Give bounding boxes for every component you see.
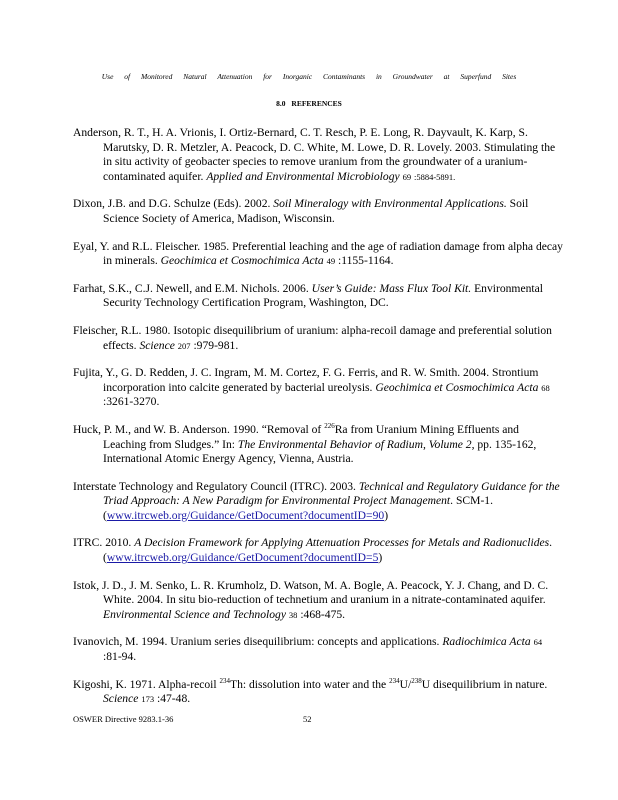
- reference-ivanovich: Ivanovich, M. 1994. Uranium series disequilibrium: concepts and applications. Radiochimica Acta 64 :81-94.: [73, 635, 543, 664]
- reference-anderson: Anderson, R. T., H. A. Vrionis, I. Ortiz-Bernard, C. T. Resch, P. E. Long, R. Dayvault, K. Karp, S. Marutsky, D. R. Metzler, A. Peacock, D. C. White, M. Lowe, D. R. Lovely. 2003. Stimulating the in situ activity of geobacter species to remove uranium from the groundwater of a uranium-contaminated aquifer. Applied and Environmental Microbiology 69 :5884-5891.: [73, 126, 556, 183]
- reference-fleischer: Fleischer, R.L. 1980. Isotopic disequilibrium of uranium: alpha-recoil damage and preferential solution effects. Science 207 :979-981.: [73, 323, 552, 352]
- reference-itrc-2003: Interstate Technology and Regulatory Council (ITRC). 2003. Technical and Regulatory Guidance for the Triad Approach: A New Paradigm for Environmental Project Management. SCM-1. (www.itrcweb.org/Guidance/GetDocument?documentID=90): [73, 479, 560, 522]
- section-heading: 8.0 REFERENCES: [276, 99, 342, 108]
- reference-dixon: Dixon, J.B. and D.G. Schulze (Eds). 2002. Soil Mineralogy with Environmental Applications. Soil Science Society of America, Madison, Wisconsin.: [73, 197, 529, 225]
- reference-eyal: Eyal, Y. and R.L. Fleischer. 1985. Preferential leaching and the age of radiation damage from alpha decay in minerals. Geochimica et Cosmochimica Acta 49 :1155-1164.: [73, 239, 563, 268]
- reference-huck: Huck, P. M., and W. B. Anderson. 1990. “Removal of $^{226}$Ra from Uranium Mining Effluents and Leaching from Sludges.” In: The Environmental Behavior of Radium, Volume 2, pp. 135-162, International Atomic Energy Agency, Vienna, Austria.: [73, 422, 537, 466]
- page-number: 52: [303, 714, 312, 724]
- itrc-2010-link[interactable]: www.itrcweb.org/Guidance/GetDocument?documentID=5: [106, 551, 379, 565]
- footer-directive: OSWER Directive 9283.1-36: [73, 714, 174, 724]
- reference-itrc-2010: ITRC. 2010. A Decision Framework for Applying Attenuation Processes for Metals and Radionuclides. (www.itrcweb.org/Guidance/GetDocument?documentID=5): [73, 536, 553, 565]
- itrc-2003-link[interactable]: www.itrcweb.org/Guidance/GetDocument?documentID=90: [106, 508, 385, 522]
- reference-fujita: Fujita, Y., G. D. Redden, J. C. Ingram, M. M. Cortez, F. G. Ferris, and R. W. Smith. 2004. Strontium incorporation into calcite generated by bacterial ureolysis. Geochimica et Cosmochimica Acta 68 :3261-3270.: [73, 366, 550, 409]
- reference-list: [73, 126, 563, 720]
- reference-istok: Istok, J. D., J. M. Senko, L. R. Krumholz, D. Watson, M. A. Bogle, A. Peacock, Y. J. Chang, and D. C. White. 2004. In situ bio-reduction of technetium and uranium in a nitrate-contaminated aquifer. Environmental Science and Technology 38 :468-475.: [73, 578, 549, 621]
- running-header: Use of Monitored Natural Attenuation for Inorganic Contaminants in Groundwater at Superfund Sites: [101, 72, 517, 81]
- reference-kigoshi: Kigoshi, K. 1971. Alpha-recoil $^{234}$Th: dissolution into water and the $^{234}$U/$^{238}$U disequilibrium in nature. Science 173 :47-48.: [73, 676, 548, 706]
- reference-farhat: Farhat, S.K., C.J. Newell, and E.M. Nichols. 2006. User’s Guide: Mass Flux Tool Kit. Environmental Security Technology Certification Program, Washington, DC.: [73, 281, 543, 310]
